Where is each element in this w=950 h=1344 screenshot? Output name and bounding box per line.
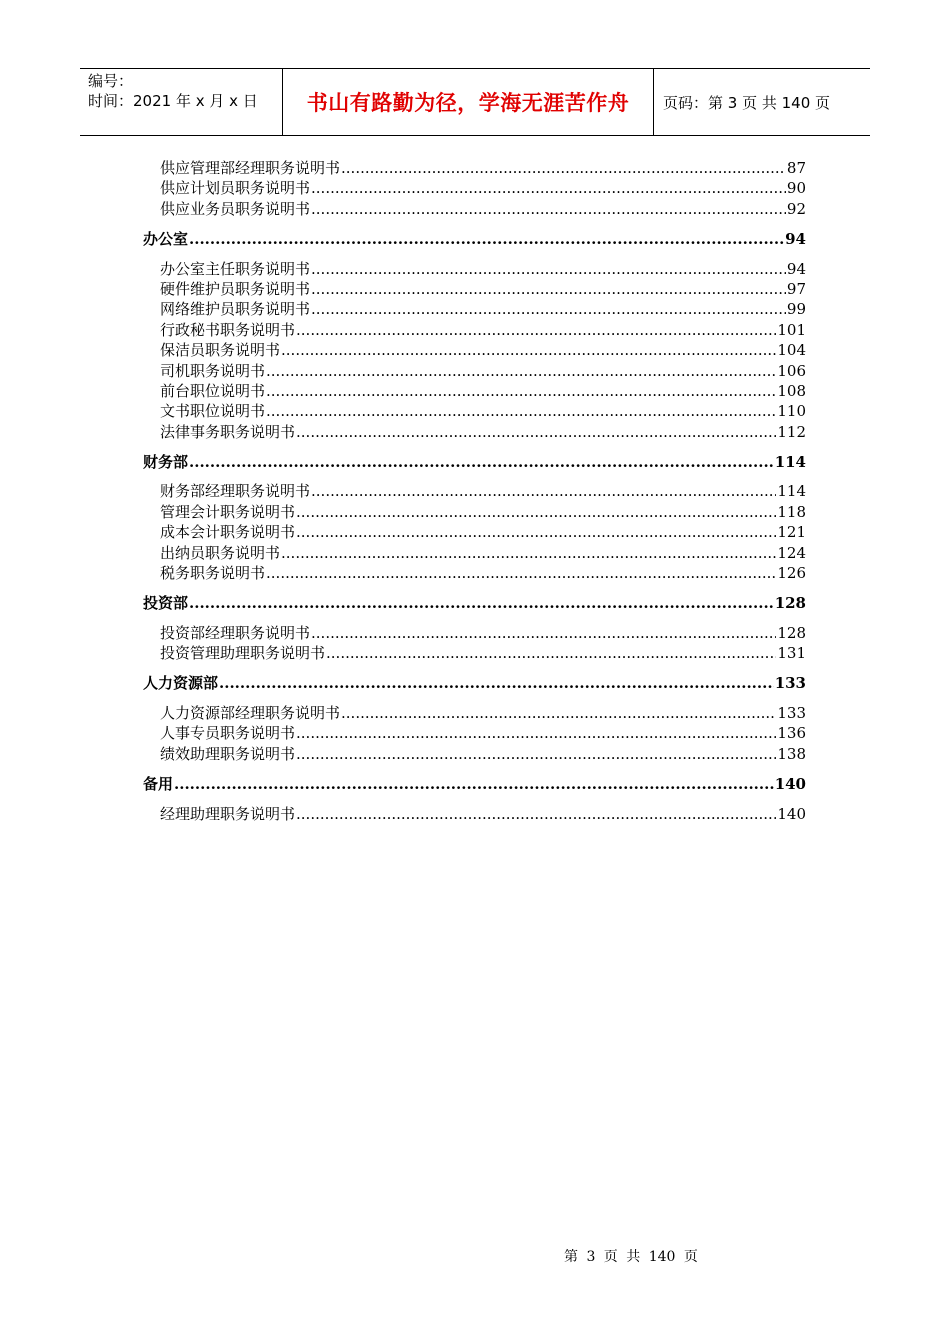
toc-entry-page: 114: [777, 482, 806, 501]
header-meta: [80, 69, 282, 135]
toc-dot-leader: [174, 774, 774, 794]
toc-entry-page: 128: [777, 623, 806, 642]
toc-dot-leader: [311, 623, 776, 643]
toc-entry[interactable]: [143, 178, 806, 198]
toc-entry-title: 前台职位说明书: [160, 381, 266, 400]
toc-entry-page: 140: [774, 774, 806, 793]
toc-entry-title: 财务部: [143, 452, 189, 471]
toc-section-entry[interactable]: [143, 774, 806, 794]
toc-dot-leader: [189, 593, 774, 613]
toc-dot-leader: [311, 279, 786, 299]
toc-dot-leader: [296, 804, 776, 824]
toc-entry[interactable]: [143, 744, 806, 764]
toc-entry-page: 138: [777, 744, 806, 763]
toc-entry-page: 136: [777, 724, 806, 743]
toc-entry[interactable]: [143, 340, 806, 360]
toc-entry[interactable]: [143, 259, 806, 279]
toc-entry-title: 财务部经理职务说明书: [160, 482, 311, 501]
toc-entry-page: 118: [777, 502, 806, 521]
toc-dot-leader: [311, 299, 786, 319]
toc-entry-title: 供应业务员职务说明书: [160, 199, 311, 218]
toc-entry-title: 网络维护员职务说明书: [160, 300, 311, 319]
toc-entry-title: 经理助理职务说明书: [160, 804, 296, 823]
toc-entry-page: 121: [777, 523, 806, 542]
toc-dot-leader: [311, 199, 786, 219]
toc-entry-page: 97: [786, 279, 806, 298]
page-header: [80, 68, 870, 136]
toc-entry-title: 备用: [143, 774, 174, 793]
toc-entry-page: 112: [777, 422, 806, 441]
toc-entry-title: 人力资源部经理职务说明书: [160, 703, 341, 722]
toc-entry[interactable]: [143, 623, 806, 643]
toc-entry[interactable]: [143, 502, 806, 522]
toc-dot-leader: [326, 643, 776, 663]
toc-section-entry[interactable]: [143, 229, 806, 249]
toc-dot-leader: [281, 543, 776, 563]
toc-entry-page: 131: [777, 644, 806, 663]
toc-entry-title: 硬件维护员职务说明书: [160, 279, 311, 298]
toc-entry-title: 人事专员职务说明书: [160, 724, 296, 743]
toc-entry-page: 104: [777, 341, 806, 360]
toc-entry[interactable]: [143, 422, 806, 442]
toc-entry-title: 成本会计职务说明书: [160, 523, 296, 542]
toc-dot-leader: [219, 673, 774, 693]
toc-entry[interactable]: [143, 481, 806, 501]
toc-section-entry[interactable]: [143, 673, 806, 693]
toc-entry[interactable]: [143, 158, 806, 178]
footer-page-number: 第 3 页 共 140 页: [564, 1249, 698, 1265]
toc-dot-leader: [296, 422, 776, 442]
toc-dot-leader: [266, 563, 776, 583]
toc-entry-page: 106: [777, 361, 806, 380]
toc-entry-page: 133: [777, 703, 806, 722]
toc-entry-page: 110: [777, 402, 806, 421]
toc-entry-page: 101: [777, 320, 806, 339]
toc-dot-leader: [296, 320, 776, 340]
toc-dot-leader: [341, 703, 776, 723]
toc-entry-title: 供应管理部经理职务说明书: [160, 159, 341, 177]
header-page-info: 页码：第 3 页 共 140 页: [663, 93, 831, 112]
toc-dot-leader: [189, 229, 784, 249]
toc-entry[interactable]: [143, 401, 806, 421]
toc-section-entry[interactable]: [143, 452, 806, 472]
toc-dot-leader: [189, 452, 774, 472]
toc-entry-title: 供应计划员职务说明书: [160, 179, 311, 198]
toc-entry-title: 管理会计职务说明书: [160, 502, 296, 521]
toc-entry-page: 108: [777, 381, 806, 400]
toc-dot-leader: [296, 744, 776, 764]
date-label: 时间：2021 年 x 月 x 日: [88, 92, 258, 110]
toc-dot-leader: [311, 178, 786, 198]
table-of-contents: [143, 158, 806, 824]
toc-entry-page: 128: [774, 593, 806, 612]
toc-entry[interactable]: [143, 804, 806, 824]
toc-entry-title: 办公室主任职务说明书: [160, 259, 311, 278]
toc-entry[interactable]: [143, 522, 806, 542]
toc-entry-title: 法律事务职务说明书: [160, 422, 296, 441]
toc-entry[interactable]: [143, 381, 806, 401]
toc-entry-title: 投资部经理职务说明书: [160, 623, 311, 642]
toc-entry-page: 92: [786, 199, 806, 218]
toc-dot-leader: [311, 481, 776, 501]
toc-entry-title: 投资管理助理职务说明书: [160, 644, 326, 663]
toc-entry-page: 124: [777, 543, 806, 562]
toc-dot-leader: [266, 401, 776, 421]
toc-entry[interactable]: [143, 723, 806, 743]
toc-entry[interactable]: [143, 320, 806, 340]
toc-dot-leader: [266, 381, 776, 401]
toc-dot-leader: [311, 259, 786, 279]
toc-entry[interactable]: [143, 563, 806, 583]
toc-entry-title: 出纳员职务说明书: [160, 543, 281, 562]
toc-entry-title: 行政秘书职务说明书: [160, 320, 296, 339]
toc-entry[interactable]: [143, 199, 806, 219]
toc-dot-leader: [296, 723, 776, 743]
toc-entry[interactable]: [143, 279, 806, 299]
toc-entry-title: 税务职务说明书: [160, 564, 266, 583]
toc-entry[interactable]: [143, 703, 806, 723]
toc-dot-leader: [341, 158, 786, 178]
header-motto: 书山有路勤为径，学海无涯苦作舟: [282, 69, 654, 135]
toc-entry-page: 126: [777, 564, 806, 583]
toc-entry-page: 94: [785, 229, 806, 248]
toc-entry-title: 保洁员职务说明书: [160, 341, 281, 360]
toc-entry-page: 87: [786, 159, 806, 177]
toc-entry[interactable]: [143, 543, 806, 563]
toc-entry[interactable]: [143, 643, 806, 663]
toc-entry-title: 人力资源部: [143, 674, 219, 693]
toc-dot-leader: [296, 502, 776, 522]
toc-entry-page: 99: [786, 300, 806, 319]
toc-entry-title: 办公室: [143, 229, 189, 248]
toc-entry[interactable]: [143, 299, 806, 319]
toc-dot-leader: [266, 361, 776, 381]
toc-entry-title: 投资部: [143, 593, 189, 612]
toc-entry-page: 114: [774, 452, 806, 471]
toc-entry-page: 133: [774, 674, 806, 693]
toc-entry-title: 文书职位说明书: [160, 402, 266, 421]
toc-entry[interactable]: [143, 361, 806, 381]
toc-section-entry[interactable]: [143, 593, 806, 613]
toc-entry-title: 司机职务说明书: [160, 361, 266, 380]
toc-entry-page: 90: [786, 179, 806, 198]
toc-dot-leader: [281, 340, 776, 360]
code-label: 编号：: [88, 72, 134, 90]
toc-entry-title: 绩效助理职务说明书: [160, 744, 296, 763]
toc-dot-leader: [296, 522, 776, 542]
toc-entry-page: 140: [777, 804, 806, 823]
toc-entry-page: 94: [786, 259, 806, 278]
